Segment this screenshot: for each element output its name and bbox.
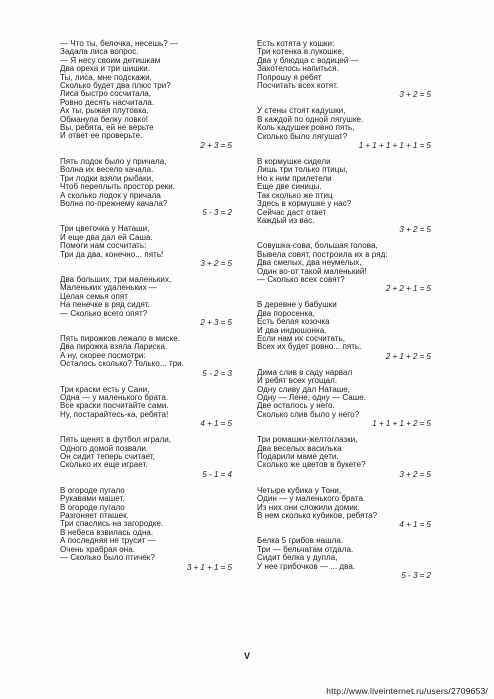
- poem-line: Четыре кубика у Тони,: [257, 485, 342, 495]
- poem-line: Один во-от такой маленький!: [257, 266, 367, 276]
- poem: [60, 276, 238, 327]
- poem-line: Пять щенят в футбол играли,: [60, 435, 172, 445]
- poem-line: Есть котята у кошки:: [257, 39, 335, 48]
- poem: [60, 40, 238, 150]
- poem: [60, 335, 238, 378]
- poem: [257, 301, 437, 360]
- poem-line: Два веселых василька: [257, 443, 342, 453]
- poem-line: Два смелых, два неумелых,: [257, 258, 362, 268]
- poem-line: Три — бельчатам отдала.: [257, 544, 354, 554]
- watermark-url: http://www.liveinternet.ru/users/2709653/: [326, 686, 488, 696]
- poem-line: В огороде пугало: [60, 502, 125, 512]
- poem-line: — Что ты, белочка, несешь? —: [60, 39, 179, 48]
- poem-line: В нем сколько кубиков, ребята?: [257, 511, 378, 521]
- poem-answer: 4 + 1 = 5: [399, 520, 431, 530]
- page-number: V: [243, 651, 250, 661]
- poem-line: Маленьких удаленьких —: [60, 283, 157, 293]
- poem-line: Дима слив в саду нарвал: [257, 367, 353, 377]
- right-column: [257, 40, 437, 588]
- poem-line: Ну, постарайтесь-ка, ребята!: [60, 409, 169, 419]
- poem-line: Захотелось напиться.: [257, 64, 339, 74]
- poem: [257, 369, 437, 428]
- poem-line: Каждый из вас.: [257, 215, 315, 225]
- poem-line: Он сидит теперь считает,: [60, 452, 155, 462]
- poem: [257, 40, 437, 99]
- poem-line: И еще два дал ей Саша.: [60, 232, 153, 242]
- poem-line: Лиса быстро сосчитала,: [60, 89, 152, 99]
- poem-line: Но к ним прилетели: [257, 173, 332, 183]
- poem-line: В небеса взвилась одна.: [60, 527, 154, 537]
- poem-line: Рукавами машет.: [60, 494, 125, 504]
- poem-line: Два больших, три маленьких,: [60, 274, 172, 284]
- poem-line: Сколько было лягушат?: [257, 131, 348, 141]
- poem: [60, 225, 238, 268]
- poem-line: — Я несу своим детишкам: [60, 55, 161, 65]
- poem-answer: 2 + 1 + 2 = 5: [385, 351, 431, 361]
- poem-line: Сколько будет два плюс три?: [60, 81, 171, 91]
- poem-answer: 5 - 3 = 2: [202, 208, 232, 218]
- poem-line: Волна по-прежнему качала?: [60, 198, 168, 208]
- poem-line: В огороде пугало: [60, 485, 125, 495]
- poem: [60, 487, 238, 572]
- poem-line: Три цветочка у Наташи,: [60, 224, 150, 234]
- poem-line: Обманула белку ловко!: [60, 114, 149, 124]
- poem-line: Здесь в кормушке у нас?: [257, 199, 352, 209]
- poem-line: Разгоняет пташек.: [60, 511, 129, 521]
- poem-answer: 3 + 2 = 5: [399, 90, 431, 100]
- poem-answer: 1 + 1 + 1 + 1 + 1 = 5: [358, 141, 431, 151]
- poem: [257, 107, 437, 150]
- poem-line: В каждой по одной лягушке.: [257, 114, 364, 124]
- poem-line: Одна — у маленького брата.: [60, 393, 169, 402]
- poem-line: — Сколько всех совят?: [257, 274, 345, 284]
- poem-line: Два пирожка взяла Лариска.: [60, 342, 168, 352]
- poem-line: Целая семья опят: [60, 291, 129, 301]
- poem-line: Коль кадушек ровно пять,: [257, 123, 355, 133]
- poem-answer: 5 - 3 = 2: [401, 571, 431, 581]
- poem-line: Чтоб переплыть простор реки.: [60, 182, 176, 192]
- poem-line: Одну сливу дал Наташе,: [257, 384, 351, 394]
- poem-line: А сколько лодок у причала: [60, 190, 161, 200]
- poem: [257, 436, 437, 479]
- poem-answer: 3 + 2 = 5: [399, 225, 431, 235]
- poem-line: Три да два, конечно... пять!: [60, 249, 164, 259]
- poem-line: Вы, ребята, ей не верьте: [60, 123, 154, 133]
- poem: [257, 242, 437, 293]
- poem-line: Ах ты, рыжая плутовка,: [60, 106, 149, 116]
- poem: [257, 158, 437, 234]
- poem-answer: 1 + 1 + 1 + 2 = 5: [372, 419, 431, 429]
- poem-answer: 2 + 2 + 1 = 5: [385, 284, 431, 294]
- poem-line: Ровно десять насчитала.: [60, 97, 155, 107]
- poem-line: Два ореха и три шишки.: [60, 64, 151, 74]
- poem-line: И два индюшонка.: [257, 325, 327, 335]
- poem-line: Два поросенка,: [257, 308, 315, 318]
- poem-line: — Сколько всего опят?: [60, 308, 148, 318]
- poem-answer: 5 - 1 = 4: [202, 469, 232, 479]
- poem-line: В кормушке сидели: [257, 157, 331, 167]
- poem-line: Две осталось у него.: [257, 401, 335, 411]
- poem-line: Еще две синицы.: [257, 182, 322, 192]
- poem: [257, 537, 437, 580]
- poem-line: Помоги нам сосчитать:: [60, 241, 147, 251]
- poem-line: У стены стоят кадушки,: [257, 106, 346, 116]
- poem-answer: 2 + 3 = 5: [200, 317, 232, 327]
- poem-line: Сколько же цветов в букете?: [257, 460, 366, 470]
- poem-line: Посчитать всех котят.: [257, 81, 339, 91]
- poem-line: Ты, лиса, мне подскажи,: [60, 72, 152, 82]
- poem-line: Всех их будет ровно... пять.: [257, 342, 362, 352]
- poem: [60, 158, 238, 217]
- poem-answer: 3 + 1 + 1 = 5: [186, 562, 232, 572]
- poem-line: Три лодки взяли рыбаки,: [60, 173, 154, 183]
- poem-line: Три котенка в лукошке,: [257, 47, 345, 57]
- poem-line: Одну — Лене, одну — Саше.: [257, 393, 367, 402]
- poem-line: У нее грибочков — ... два.: [257, 561, 356, 571]
- poem-line: Пять лодок было у причала,: [60, 156, 167, 166]
- poem-line: И ответ ее проверьте.: [60, 131, 143, 141]
- poem-line: Сейчас даст ответ: [257, 207, 327, 217]
- poem-line: Если нам их сосчитать,: [257, 333, 345, 343]
- poem-line: Очень храбрая она.: [60, 544, 136, 554]
- poem: [60, 386, 238, 429]
- poem-line: Три спаслись на загородке.: [60, 519, 164, 529]
- poem-line: Попрошу я ребят: [257, 72, 322, 82]
- poem-line: Три ромашки-желтоглазки,: [257, 435, 358, 445]
- poem-line: Задала лиса вопрос.: [60, 47, 139, 57]
- poem-line: — Сколько было птичек?: [60, 553, 155, 563]
- poem-line: А ну, скорее посмотри:: [60, 350, 146, 360]
- poem-line: Пять пирожков лежало в миске.: [60, 333, 181, 343]
- poem-answer: 4 + 1 = 5: [200, 419, 232, 429]
- poem-line: Осталось сколько? Только... три.: [60, 359, 184, 369]
- poem: [60, 436, 238, 479]
- poem-line: И ребят всех угощал.: [257, 376, 338, 386]
- poem-answer: 3 + 2 = 5: [399, 469, 431, 479]
- poem-line: Все краски посчитайте сами.: [60, 401, 169, 411]
- poem-line: Подарили маме дети.: [257, 452, 339, 462]
- poem: [257, 487, 437, 530]
- poem-line: Вывела совят, построила их в ряд:: [257, 249, 388, 259]
- poem-line: Сколько их еще играет.: [60, 460, 148, 470]
- poem-line: Сидит белка у дупла,: [257, 553, 338, 563]
- poem-line: Лишь три только птицы,: [257, 165, 348, 175]
- poem-line: Волна их весело качала.: [60, 165, 154, 175]
- poem-line: Три краски есть у Сани,: [60, 384, 150, 394]
- poem-line: В деревне у бабушки: [257, 300, 337, 310]
- poem-line: Так сколько же птиц: [257, 190, 333, 200]
- poem-line: Одного домой позвали.: [60, 443, 149, 453]
- poem-line: Белка 5 грибов нашла.: [257, 536, 344, 546]
- poem-answer: 5 - 2 = 3: [202, 368, 232, 378]
- poem-line: Есть белая козочка: [257, 317, 330, 327]
- poem-line: Совушка-сова, большая голова,: [257, 241, 378, 251]
- poem-line: А последняя не трусит —: [60, 536, 156, 546]
- poem-answer: 3 + 2 = 5: [200, 258, 232, 268]
- poem-line: Из них они сложили домик.: [257, 502, 360, 512]
- poem-line: На пенечке в ряд сидят.: [60, 300, 150, 310]
- poem-line: Сколько слив было у него?: [257, 409, 360, 419]
- poem-line: Один — у маленького брата.: [257, 494, 366, 504]
- poem-answer: 2 + 3 = 5: [200, 140, 232, 150]
- poem-line: Два у блюдца с водицей —: [257, 55, 359, 65]
- left-column: [60, 40, 238, 580]
